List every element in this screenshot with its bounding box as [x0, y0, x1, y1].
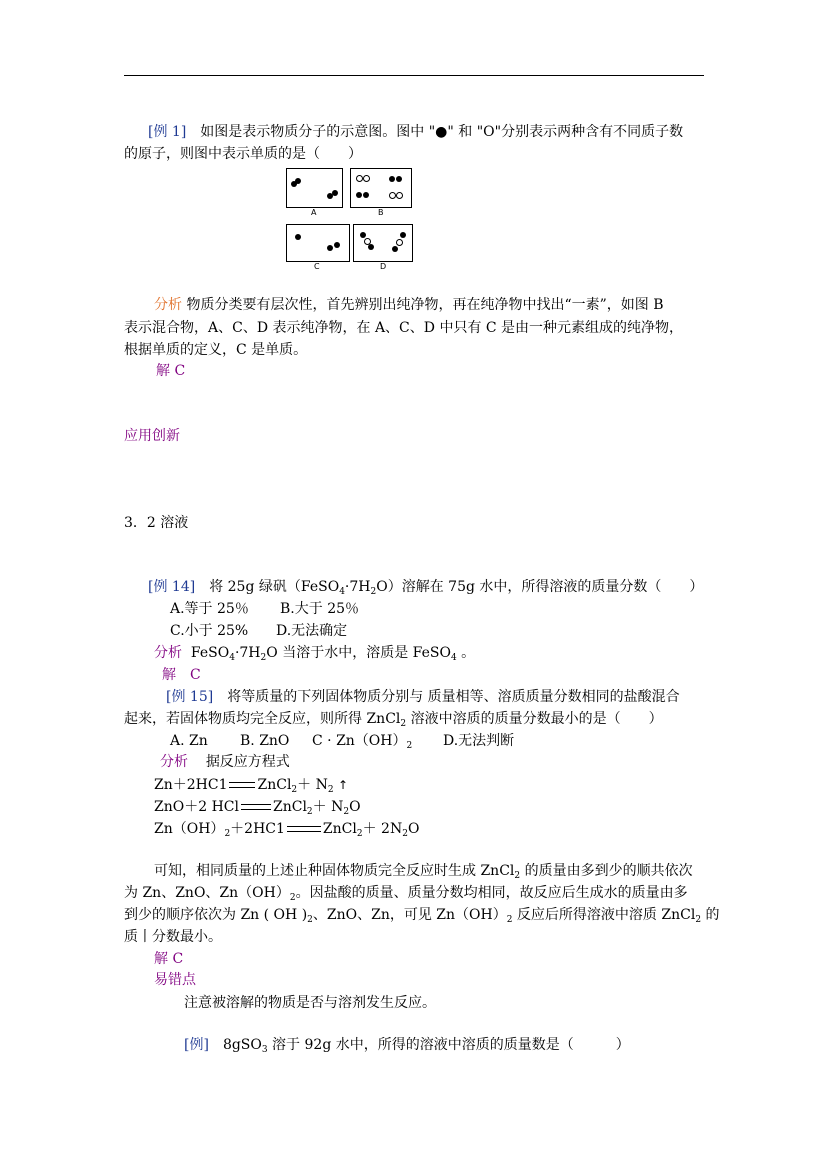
ex15-option-a: A. Zn — [170, 733, 208, 749]
figure-label-c: C — [314, 262, 320, 271]
molecule-figure — [286, 168, 416, 273]
ex14-answer: 解 C — [162, 667, 201, 683]
ex15-analysis-label: 分析 — [160, 754, 188, 770]
ex1-analysis-line3: 根据单质的定义，C 是单质。 — [124, 342, 308, 358]
ex14-tag: [例 14] — [148, 579, 196, 595]
figure-box-c — [286, 224, 350, 262]
ex14-analysis-label: 分析 — [154, 645, 182, 661]
equation-2: ZnO＋2 HCl ZnCl$_2$＋ $N_2O$ — [154, 799, 361, 817]
ex15-paragraph-line3: 到少的顺序依次为 Zn ( OH )$_2$、ZnO、Zn，可见 $Zn(OH)_2$ 反应后所得溶液中溶质 ZnCl$_2$ 的 — [124, 907, 720, 925]
figure-label-b: B — [378, 208, 384, 217]
ex14-analysis: 分析 $FeSO_4\cdot 7H_2O$ 当溶于水中，溶质是 FeSO$_4$ 。 — [154, 645, 476, 663]
equation-1: Zn＋2HC1 ZnCl$_2$＋ $N_2$ ↑ — [154, 777, 349, 795]
figure-box-b — [350, 168, 412, 208]
ex1-answer: 解 C — [156, 363, 186, 379]
ex15-analysis: 分析 据反应方程式 — [160, 754, 290, 770]
section-heading: 3．2 溶液 — [124, 515, 189, 531]
ex14-option-c: C.小于 25% — [170, 623, 249, 639]
ex15-option-c: $C \cdot Zn(OH)_2$ — [312, 733, 413, 751]
ex1-analysis-line1: 分析 物质分类要有层次性，首先辨别出纯净物，再在纯净物中找出“一素”，如图 B — [154, 297, 664, 313]
pitfall-text: 注意被溶解的物质是否与溶剂发生反应。 — [184, 995, 436, 1011]
ex15-option-b: B. ZnO — [240, 733, 290, 749]
ex15-question-line1: [例 15] 将等质量的下列固体物质分别与 质量相等、溶质质量分数相同的盐酸混合 — [166, 689, 680, 705]
ex14-option-a: A.等于 25％ — [170, 601, 249, 617]
section-app-innovation: 应用创新 — [124, 428, 180, 444]
equation-3: $Zn(OH)_2+2HC1$ ZnCl$_2$＋ $2N_2O$ — [154, 821, 420, 839]
ex1-tag: [例 1] — [148, 124, 187, 140]
ex15-answer: 解 C — [154, 951, 184, 967]
figure-label-d: D — [380, 262, 387, 271]
figure-label-a: A — [311, 208, 317, 217]
pitfall-label: 易错点 — [154, 972, 196, 988]
ex15-paragraph-line2: 为 Zn、ZnO、$Zn(OH)_2$。因盐酸的质量、质量分数均相同，故反应后生成水的质量由多 — [124, 885, 688, 903]
figure-box-d — [353, 224, 413, 262]
ex1-question-line2: 的原子，则图中表示单质的是（ ） — [124, 146, 362, 162]
ex15-paragraph-line1: 可知，相同质量的上述止种固体物质完全反应时生成 ZnCl$_2$ 的质量由多到少的顺共依次 — [154, 863, 693, 881]
figure-box-a — [286, 168, 343, 208]
ex14-question: [例 14] 将 25g 绿矾$(FeSO_4\cdot 7H_2O)$溶解在 75g 水中，所得溶液的质量分数（ ） — [148, 579, 704, 597]
ex1-analysis-label: 分析 — [154, 297, 182, 313]
ex15-option-d: D.无法判断 — [443, 733, 515, 749]
ex15-question-line2: 起来，若固体物质均完全反应，则所得 ZnCl$_2$ 溶液中溶质的质量分数最小的是（ ） — [124, 711, 663, 729]
ex15-paragraph-line4: 质丨分数最小。 — [124, 929, 222, 945]
ex1-analysis-line2: 表示混合物，A、C、D 表示纯净物，在 A、C、D 中只有 C 是由一种元素组成的纯净物， — [124, 320, 684, 336]
ex14-option-d: D.无法确定 — [276, 623, 348, 639]
ex1-question-line1: [例 1] 如图是表示物质分子的示意图。图中 "●" 和 "O"分别表示两种含有不同质子数 — [148, 124, 684, 140]
ex14-option-b: B.大于 25％ — [280, 601, 360, 617]
ex15-tag: [例 15] — [166, 689, 214, 705]
header-rule — [124, 75, 704, 76]
pitfall-tag: [例] — [184, 1037, 209, 1053]
pitfall-question: [例] 8gSO$_3$ 溶于 92g 水中，所得的溶液中溶质的质量数是（ ） — [184, 1037, 630, 1055]
